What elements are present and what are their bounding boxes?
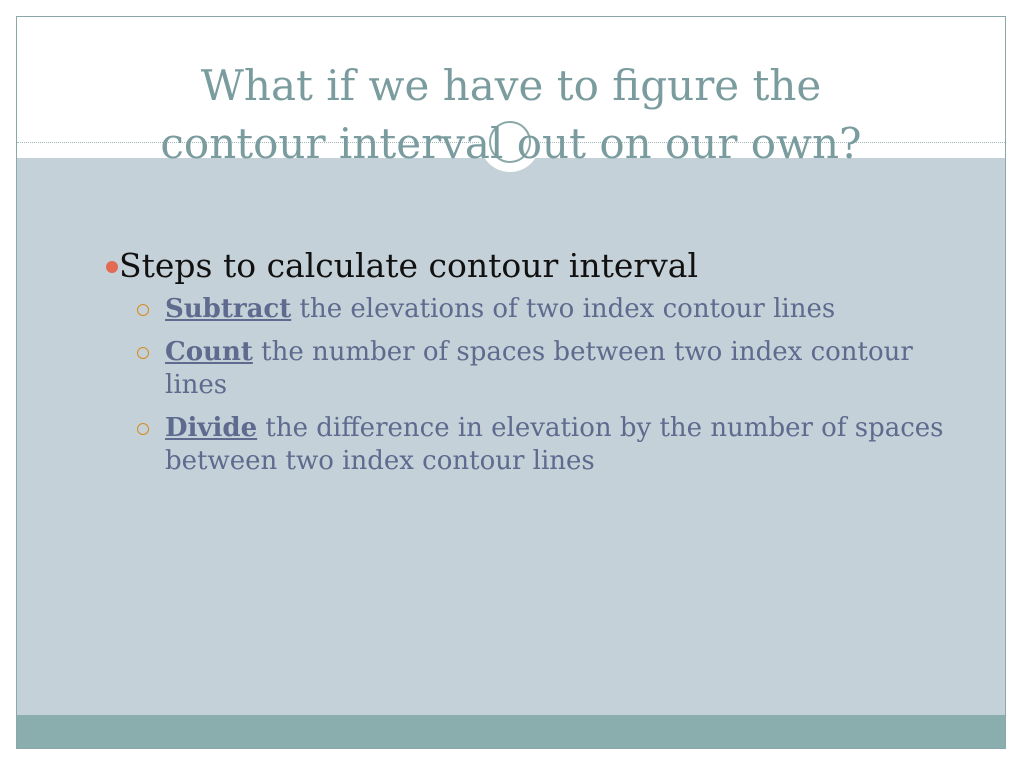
step-keyword: Subtract (165, 294, 292, 324)
bullet-item (89, 245, 949, 287)
title-line-1: What if we have to figure the (200, 61, 822, 110)
slide-content (89, 245, 949, 478)
step-count (89, 336, 949, 402)
step-text: the number of spaces between two index contour lines (165, 337, 913, 400)
slide-title (17, 57, 1005, 173)
bullet-text: Steps to calculate contour interval (119, 246, 699, 285)
slide (16, 16, 1006, 749)
step-text: the elevations of two index contour lines (291, 294, 836, 324)
ring-bullet-icon (137, 423, 149, 435)
ring-bullet-icon (137, 304, 149, 316)
step-text: the difference in elevation by the number of spaces between two index contour lines (165, 413, 944, 476)
step-keyword: Divide (165, 413, 258, 443)
title-line-2: contour interval out on our own? (160, 119, 862, 168)
step-divide (89, 412, 949, 478)
bullet-icon (106, 261, 118, 273)
step-subtract (89, 293, 949, 326)
bottom-strip (17, 715, 1005, 748)
step-keyword: Count (165, 337, 253, 367)
ring-bullet-icon (137, 347, 149, 359)
